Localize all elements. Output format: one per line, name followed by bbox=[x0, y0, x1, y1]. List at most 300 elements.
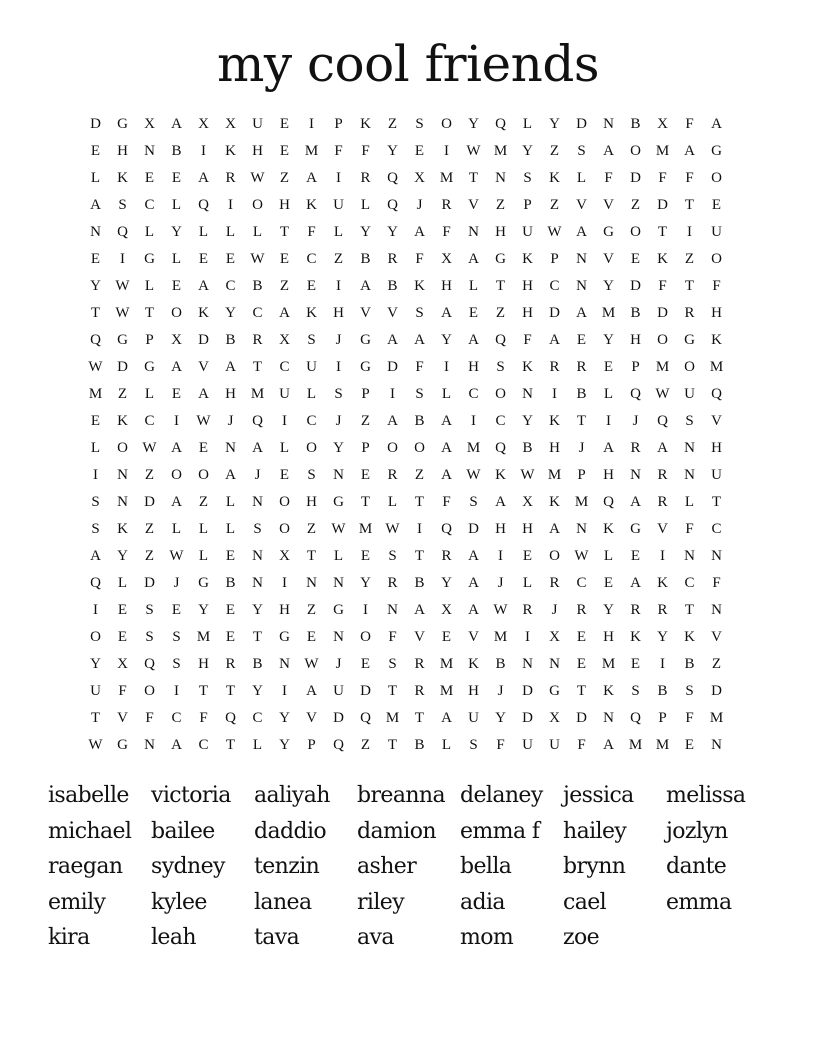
grid-letter: S bbox=[145, 602, 154, 618]
grid-letter: E bbox=[360, 548, 371, 564]
grid-letter: E bbox=[684, 737, 695, 753]
grid-letter: E bbox=[630, 656, 641, 672]
grid-letter: T bbox=[252, 629, 263, 645]
grid-letter: L bbox=[333, 548, 344, 564]
grid-letter: A bbox=[252, 440, 263, 456]
grid-letter: J bbox=[173, 575, 180, 591]
grid-letter: E bbox=[576, 629, 587, 645]
grid-letter: H bbox=[522, 521, 533, 537]
grid-letter: Z bbox=[279, 170, 290, 186]
grid-letter: N bbox=[252, 494, 263, 510]
grid-letter: K bbox=[306, 305, 317, 321]
grid-letter: E bbox=[90, 143, 101, 159]
grid-letter: M bbox=[574, 494, 589, 510]
grid-letter: Y bbox=[117, 548, 128, 564]
grid-letter: A bbox=[171, 359, 182, 375]
grid-letter: K bbox=[549, 170, 560, 186]
grid-letter: S bbox=[91, 521, 100, 537]
grid-letter: O bbox=[630, 143, 641, 159]
grid-letter: N bbox=[603, 116, 614, 132]
grid-letter: I bbox=[228, 197, 233, 213]
grid-letter: L bbox=[468, 278, 479, 294]
grid-letter: Z bbox=[144, 548, 155, 564]
grid-letter: A bbox=[549, 521, 560, 537]
grid-letter: T bbox=[387, 737, 398, 753]
grid-letter: G bbox=[333, 494, 344, 510]
grid-letter: S bbox=[415, 116, 424, 132]
grid-letter: E bbox=[198, 251, 209, 267]
grid-letter: N bbox=[576, 521, 587, 537]
word-bank-item: michael bbox=[48, 818, 132, 844]
grid-letter: Y bbox=[603, 278, 614, 294]
grid-letter: A bbox=[441, 413, 452, 429]
grid-letter: V bbox=[306, 710, 317, 726]
grid-letter: O bbox=[684, 359, 695, 375]
grid-letter: P bbox=[577, 467, 586, 483]
grid-letter: R bbox=[441, 197, 452, 213]
grid-letter: R bbox=[441, 548, 452, 564]
grid-letter: Y bbox=[90, 278, 101, 294]
grid-letter: N bbox=[522, 656, 533, 672]
grid-letter: A bbox=[90, 548, 101, 564]
grid-letter: Q bbox=[441, 521, 452, 537]
grid-letter: D bbox=[144, 494, 155, 510]
grid-letter: R bbox=[414, 656, 425, 672]
grid-letter: H bbox=[333, 305, 344, 321]
grid-letter: G bbox=[279, 629, 290, 645]
grid-letter: I bbox=[687, 224, 692, 240]
grid-letter: L bbox=[117, 575, 128, 591]
grid-letter: D bbox=[576, 710, 587, 726]
word-bank-item: victoria bbox=[151, 783, 231, 808]
grid-letter: I bbox=[282, 683, 287, 699]
grid-letter: S bbox=[685, 683, 694, 699]
grid-letter: A bbox=[306, 683, 317, 699]
grid-letter: G bbox=[549, 683, 560, 699]
grid-letter: L bbox=[90, 170, 101, 186]
grid-letter: O bbox=[144, 683, 155, 699]
grid-letter: D bbox=[630, 170, 641, 186]
grid-letter: C bbox=[684, 575, 695, 591]
grid-letter: L bbox=[198, 224, 209, 240]
grid-letter: H bbox=[522, 305, 533, 321]
grid-letter: D bbox=[522, 683, 533, 699]
grid-letter: T bbox=[468, 170, 479, 186]
word-bank-item: sydney bbox=[151, 854, 225, 879]
grid-letter: D bbox=[522, 710, 533, 726]
grid-letter: O bbox=[387, 440, 398, 456]
grid-letter: Y bbox=[387, 143, 398, 159]
grid-letter: F bbox=[685, 710, 694, 726]
grid-letter: C bbox=[144, 413, 155, 429]
grid-letter: F bbox=[577, 737, 586, 753]
grid-letter: I bbox=[525, 629, 530, 645]
word-bank-item: kira bbox=[48, 925, 90, 950]
grid-letter: P bbox=[145, 332, 154, 348]
grid-letter: K bbox=[225, 143, 236, 159]
grid-letter: T bbox=[225, 683, 236, 699]
grid-letter: D bbox=[630, 278, 641, 294]
grid-letter: N bbox=[495, 170, 506, 186]
grid-letter: A bbox=[198, 386, 209, 402]
grid-letter: Q bbox=[90, 575, 101, 591]
grid-letter: F bbox=[685, 116, 694, 132]
grid-letter: Y bbox=[441, 332, 452, 348]
grid-letter: A bbox=[468, 332, 479, 348]
grid-letter: R bbox=[252, 332, 263, 348]
word-bank-item: lanea bbox=[254, 889, 312, 915]
grid-letter: Z bbox=[144, 521, 155, 537]
grid-letter: B bbox=[414, 737, 425, 753]
grid-letter: X bbox=[279, 548, 290, 564]
grid-letter: L bbox=[441, 386, 452, 402]
grid-letter: Y bbox=[279, 710, 290, 726]
grid-letter: W bbox=[88, 737, 103, 753]
grid-letter: Q bbox=[225, 710, 236, 726]
word-bank-item: adia bbox=[460, 889, 505, 915]
grid-letter: S bbox=[172, 629, 181, 645]
grid-letter: T bbox=[414, 548, 425, 564]
grid-letter: L bbox=[171, 197, 182, 213]
grid-letter: H bbox=[522, 278, 533, 294]
grid-letter: R bbox=[360, 170, 371, 186]
grid-letter: B bbox=[495, 656, 506, 672]
word-bank-item: tava bbox=[254, 925, 300, 950]
grid-letter: B bbox=[360, 251, 371, 267]
grid-letter: H bbox=[225, 386, 236, 402]
grid-letter: E bbox=[171, 386, 182, 402]
word-bank-item: dante bbox=[666, 854, 727, 879]
grid-letter: M bbox=[304, 143, 319, 159]
grid-letter: V bbox=[603, 251, 614, 267]
grid-letter: Y bbox=[171, 224, 182, 240]
grid-letter: N bbox=[387, 602, 398, 618]
grid-letter: A bbox=[225, 467, 236, 483]
grid-letter: A bbox=[198, 170, 209, 186]
grid-letter: E bbox=[198, 440, 209, 456]
grid-letter: F bbox=[604, 170, 613, 186]
grid-letter: E bbox=[225, 602, 236, 618]
grid-letter: R bbox=[387, 467, 398, 483]
grid-letter: O bbox=[198, 467, 209, 483]
grid-letter: A bbox=[630, 575, 641, 591]
grid-letter: Q bbox=[90, 332, 101, 348]
grid-letter: V bbox=[711, 629, 722, 645]
grid-letter: Q bbox=[495, 332, 506, 348]
grid-letter: Y bbox=[468, 116, 479, 132]
grid-letter: U bbox=[468, 710, 479, 726]
grid-letter: A bbox=[171, 737, 182, 753]
grid-letter: Z bbox=[198, 494, 209, 510]
grid-letter: R bbox=[387, 575, 398, 591]
grid-letter: A bbox=[468, 548, 479, 564]
grid-letter: Z bbox=[630, 197, 641, 213]
grid-letter: U bbox=[522, 224, 533, 240]
grid-letter: W bbox=[196, 413, 211, 429]
word-bank-item: hailey bbox=[563, 818, 627, 844]
grid-letter: W bbox=[250, 251, 265, 267]
word-bank-item: brynn bbox=[563, 854, 626, 879]
grid-letter: T bbox=[414, 710, 425, 726]
grid-letter: M bbox=[628, 737, 643, 753]
grid-letter: M bbox=[88, 386, 103, 402]
grid-letter: N bbox=[603, 710, 614, 726]
grid-letter: K bbox=[522, 251, 533, 267]
grid-letter: G bbox=[630, 521, 641, 537]
word-bank bbox=[48, 778, 788, 956]
grid-letter: F bbox=[685, 170, 694, 186]
grid-letter: M bbox=[466, 440, 481, 456]
grid-letter: J bbox=[335, 656, 342, 672]
grid-letter: U bbox=[306, 359, 317, 375]
grid-letter: L bbox=[144, 224, 155, 240]
grid-letter: U bbox=[90, 683, 101, 699]
grid-letter: G bbox=[144, 359, 155, 375]
letter-grid bbox=[82, 111, 730, 759]
grid-letter: A bbox=[414, 224, 425, 240]
grid-letter: R bbox=[657, 494, 668, 510]
grid-letter: L bbox=[252, 224, 263, 240]
grid-letter: H bbox=[468, 683, 479, 699]
grid-letter: Z bbox=[144, 467, 155, 483]
grid-letter: G bbox=[360, 359, 371, 375]
grid-letter: R bbox=[576, 359, 587, 375]
grid-letter: R bbox=[576, 602, 587, 618]
grid-letter: L bbox=[306, 386, 317, 402]
grid-letter: X bbox=[144, 116, 155, 132]
grid-letter: T bbox=[198, 683, 209, 699]
grid-letter: J bbox=[551, 602, 558, 618]
grid-letter: Y bbox=[360, 224, 371, 240]
grid-letter: N bbox=[468, 224, 479, 240]
grid-letter: W bbox=[115, 305, 130, 321]
grid-letter: G bbox=[684, 332, 695, 348]
grid-letter: I bbox=[606, 413, 611, 429]
grid-letter: R bbox=[414, 683, 425, 699]
grid-letter: S bbox=[631, 683, 640, 699]
grid-letter: C bbox=[549, 278, 560, 294]
grid-letter: O bbox=[441, 116, 452, 132]
grid-letter: Z bbox=[495, 197, 506, 213]
word-bank-item: emma f bbox=[460, 818, 540, 844]
word-bank-item: melissa bbox=[666, 783, 746, 808]
grid-letter: K bbox=[306, 197, 317, 213]
grid-letter: Q bbox=[657, 413, 668, 429]
grid-letter: D bbox=[576, 116, 587, 132]
grid-letter: N bbox=[630, 467, 641, 483]
grid-letter: E bbox=[360, 656, 371, 672]
grid-letter: K bbox=[468, 656, 479, 672]
grid-letter: R bbox=[225, 170, 236, 186]
grid-letter: L bbox=[225, 494, 236, 510]
grid-letter: E bbox=[630, 251, 641, 267]
word-bank-item: aaliyah bbox=[254, 783, 330, 808]
grid-letter: A bbox=[414, 332, 425, 348]
grid-letter: I bbox=[93, 602, 98, 618]
grid-letter: Q bbox=[387, 170, 398, 186]
grid-letter: E bbox=[117, 629, 128, 645]
grid-letter: F bbox=[307, 224, 316, 240]
grid-letter: I bbox=[444, 143, 449, 159]
grid-letter: A bbox=[603, 440, 614, 456]
grid-letter: T bbox=[279, 224, 290, 240]
grid-letter: Z bbox=[684, 251, 695, 267]
grid-letter: O bbox=[549, 548, 560, 564]
grid-letter: H bbox=[630, 332, 641, 348]
grid-letter: F bbox=[658, 170, 667, 186]
grid-letter: W bbox=[169, 548, 184, 564]
grid-letter: G bbox=[144, 251, 155, 267]
grid-letter: N bbox=[117, 467, 128, 483]
grid-letter: N bbox=[711, 548, 722, 564]
grid-letter: O bbox=[657, 332, 668, 348]
grid-letter: E bbox=[414, 143, 425, 159]
grid-letter: G bbox=[117, 332, 128, 348]
word-bank-item: riley bbox=[357, 889, 405, 915]
word-bank-item: tenzin bbox=[254, 854, 320, 879]
word-bank-item: bailee bbox=[151, 818, 215, 844]
grid-letter: C bbox=[711, 521, 722, 537]
grid-letter: M bbox=[358, 521, 373, 537]
word-bank-item: bella bbox=[460, 854, 512, 879]
grid-letter: P bbox=[307, 737, 316, 753]
grid-letter: Z bbox=[387, 116, 398, 132]
grid-letter: S bbox=[523, 170, 532, 186]
grid-letter: Q bbox=[495, 440, 506, 456]
grid-letter: A bbox=[441, 710, 452, 726]
grid-letter: S bbox=[334, 386, 343, 402]
grid-letter: K bbox=[630, 629, 641, 645]
grid-letter: P bbox=[361, 386, 370, 402]
grid-letter: E bbox=[279, 116, 290, 132]
grid-letter: L bbox=[171, 521, 182, 537]
grid-letter: X bbox=[549, 629, 560, 645]
grid-letter: W bbox=[520, 467, 535, 483]
grid-letter: I bbox=[120, 251, 125, 267]
grid-letter: K bbox=[198, 305, 209, 321]
grid-letter: E bbox=[279, 251, 290, 267]
grid-letter: P bbox=[550, 251, 559, 267]
grid-letter: A bbox=[441, 305, 452, 321]
grid-letter: D bbox=[657, 197, 668, 213]
grid-letter: I bbox=[471, 413, 476, 429]
grid-letter: Y bbox=[495, 710, 506, 726]
grid-letter: B bbox=[252, 278, 263, 294]
grid-letter: E bbox=[225, 251, 236, 267]
grid-letter: F bbox=[415, 359, 424, 375]
grid-letter: O bbox=[171, 467, 182, 483]
grid-letter: E bbox=[522, 548, 533, 564]
grid-letter: V bbox=[414, 629, 425, 645]
grid-letter: K bbox=[657, 251, 668, 267]
grid-letter: G bbox=[198, 575, 209, 591]
grid-letter: E bbox=[306, 278, 317, 294]
grid-letter: Q bbox=[495, 116, 506, 132]
grid-letter: V bbox=[711, 413, 722, 429]
grid-letter: E bbox=[279, 467, 290, 483]
grid-letter: R bbox=[684, 305, 695, 321]
grid-letter: G bbox=[495, 251, 506, 267]
grid-letter: E bbox=[630, 548, 641, 564]
grid-letter: Y bbox=[225, 305, 236, 321]
grid-letter: G bbox=[711, 143, 722, 159]
grid-letter: V bbox=[387, 305, 398, 321]
grid-letter: L bbox=[225, 521, 236, 537]
grid-letter: M bbox=[385, 710, 400, 726]
grid-letter: M bbox=[655, 359, 670, 375]
grid-letter: Y bbox=[603, 602, 614, 618]
grid-letter: B bbox=[576, 386, 587, 402]
grid-letter: F bbox=[712, 575, 721, 591]
grid-letter: C bbox=[171, 710, 182, 726]
grid-letter: Q bbox=[198, 197, 209, 213]
grid-letter: N bbox=[90, 224, 101, 240]
grid-letter: K bbox=[360, 116, 371, 132]
grid-letter: A bbox=[630, 494, 641, 510]
grid-letter: S bbox=[172, 656, 181, 672]
grid-letter: V bbox=[576, 197, 587, 213]
grid-letter: B bbox=[657, 683, 668, 699]
grid-letter: R bbox=[225, 656, 236, 672]
grid-letter: I bbox=[336, 278, 341, 294]
grid-letter: I bbox=[552, 386, 557, 402]
grid-letter: D bbox=[198, 332, 209, 348]
grid-letter: L bbox=[144, 278, 155, 294]
grid-letter: N bbox=[144, 143, 155, 159]
grid-letter: N bbox=[252, 548, 263, 564]
grid-letter: L bbox=[198, 548, 209, 564]
grid-letter: C bbox=[468, 386, 479, 402]
grid-letter: L bbox=[279, 440, 290, 456]
grid-letter: C bbox=[495, 413, 506, 429]
word-bank-item: kylee bbox=[151, 889, 207, 915]
grid-letter: C bbox=[252, 305, 263, 321]
grid-letter: N bbox=[576, 251, 587, 267]
grid-letter: C bbox=[306, 251, 317, 267]
grid-letter: K bbox=[603, 521, 614, 537]
grid-letter: B bbox=[630, 305, 641, 321]
grid-letter: V bbox=[657, 521, 668, 537]
grid-letter: H bbox=[198, 656, 209, 672]
grid-letter: I bbox=[417, 521, 422, 537]
grid-letter: V bbox=[360, 305, 371, 321]
grid-letter: A bbox=[198, 278, 209, 294]
grid-letter: F bbox=[415, 251, 424, 267]
grid-letter: E bbox=[225, 548, 236, 564]
grid-letter: U bbox=[522, 737, 533, 753]
grid-letter: K bbox=[414, 278, 425, 294]
grid-letter: F bbox=[388, 629, 397, 645]
grid-letter: E bbox=[603, 359, 614, 375]
grid-letter: W bbox=[385, 521, 400, 537]
grid-letter: M bbox=[709, 710, 724, 726]
grid-letter: F bbox=[442, 494, 451, 510]
grid-letter: H bbox=[711, 305, 722, 321]
grid-letter: B bbox=[225, 332, 236, 348]
grid-letter: D bbox=[333, 710, 344, 726]
grid-letter: H bbox=[495, 521, 506, 537]
grid-letter: Y bbox=[360, 575, 371, 591]
grid-letter: S bbox=[145, 629, 154, 645]
grid-letter: I bbox=[390, 386, 395, 402]
grid-letter: U bbox=[333, 197, 344, 213]
grid-letter: N bbox=[684, 440, 695, 456]
word-bank-item: mom bbox=[460, 925, 514, 950]
grid-letter: T bbox=[576, 683, 587, 699]
grid-letter: D bbox=[144, 575, 155, 591]
grid-letter: E bbox=[711, 197, 722, 213]
grid-letter: X bbox=[414, 170, 425, 186]
